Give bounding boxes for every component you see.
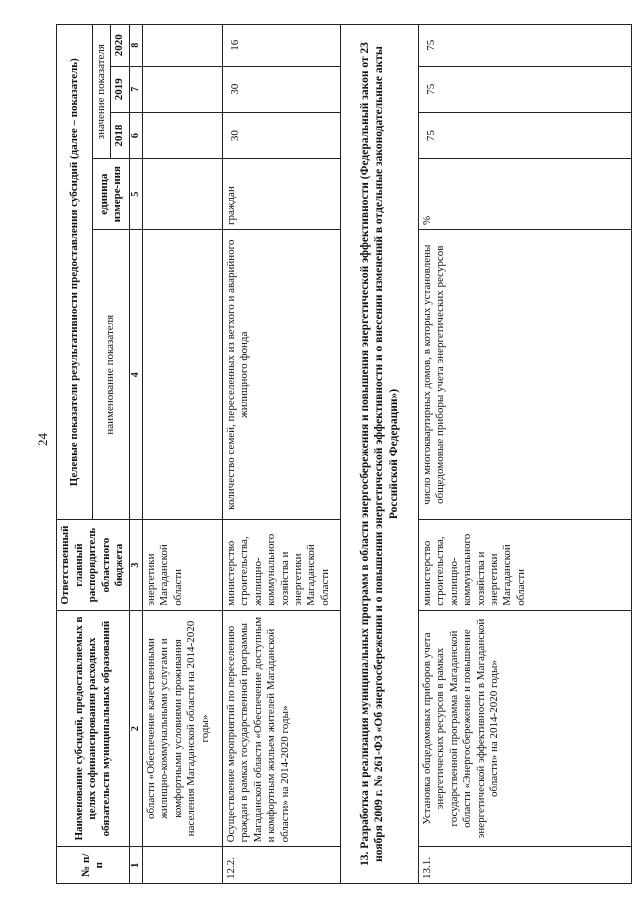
header-year-2019: 2019 (111, 66, 129, 112)
row-indicator: число многоквартирных домов, в которых установлены общедомовые приборы учета энергетических ресурсов (419, 230, 632, 520)
header-unit: единица измере-ния (93, 159, 130, 230)
header-name: Наименование субсидий, предоставляемых в целях софинансирования расходных обязательств муниципальных образований (57, 610, 130, 847)
row-value-2019: 75 (419, 66, 632, 112)
page-number: 24 (35, 433, 50, 446)
row-unit: % (419, 159, 632, 230)
row-name: области «Обеспечение качественными жилищно-коммунальными услугами и комфортными условиями проживания населения Магаданской области на 2014-2020 годы» (143, 610, 223, 847)
header-value: значение показателя (93, 25, 111, 159)
row-num: 13.1. (419, 847, 632, 884)
header-num: № п/п (57, 847, 130, 884)
section-13-row (341, 25, 419, 884)
row-value-2018 (143, 112, 223, 158)
table-row (143, 25, 223, 884)
row-value-2020: 75 (419, 25, 632, 67)
row-value-2019: 30 (223, 66, 341, 112)
col-number: 2 (129, 610, 142, 847)
table-row (419, 25, 632, 884)
column-numbers-row (129, 25, 142, 884)
col-number: 6 (129, 112, 142, 158)
col-number: 7 (129, 66, 142, 112)
row-num (143, 847, 223, 884)
header-targets: Целевые показатели результативности предоставления субсидий (далее – показатель) (57, 25, 93, 520)
row-value-2018: 30 (223, 112, 341, 158)
row-responsible: министерство строительства, жилищно-коммунального хозяйства и энергетики Магаданской области (223, 520, 341, 610)
row-name: Установка общедомовых приборов учета энергетических ресурсов в рамках государственной программа Магаданской области «Энергосбережение и повышение энергетической эффективности в Магаданской области» на 2014-2020 годы» (419, 610, 632, 847)
row-value-2018: 75 (419, 112, 632, 158)
row-value-2020: 16 (223, 25, 341, 67)
section-13-title: 13. Разработка и реализация муниципальных программ в области энергосбережения и повышения энергетической эффективности (Федеральный закон от 23 ноября 2009 г. № 261-ФЗ «Об энергосбережении и о повышении энергетической эффективности и о внесении изменений в отдельные законодательные акты Российской Федерации») (341, 25, 419, 884)
row-value-2019 (143, 66, 223, 112)
row-responsible: энергетики Магаданской области (143, 520, 223, 610)
col-number: 4 (129, 230, 142, 520)
col-number: 5 (129, 159, 142, 230)
row-indicator (143, 230, 223, 520)
row-name: Осуществление мероприятий по переселению граждан в рамках государственной программы Магаданской области «Обеспечение доступным и комфортным жильем жителей Магаданской области» на 2014-2020 годы» (223, 610, 341, 847)
header-year-2020: 2020 (111, 25, 129, 67)
document-table-rotated (56, 24, 632, 884)
row-unit (143, 159, 223, 230)
col-number: 3 (129, 520, 142, 610)
table-row (223, 25, 341, 884)
row-num: 12.2. (223, 847, 341, 884)
header-indicator-name: наименование показателя (93, 230, 130, 520)
col-number: 8 (129, 25, 142, 67)
row-value-2020 (143, 25, 223, 67)
header-responsible: Ответственный главный распорядитель областного бюджета (57, 520, 130, 610)
row-indicator: количество семей, переселенных из ветхого и аварийного жилищного фонда (223, 230, 341, 520)
col-number: 1 (129, 847, 142, 884)
row-unit: граждан (223, 159, 341, 230)
row-responsible: министерство строительства, жилищно-коммунального хозяйства и энергетики Магаданской области (419, 520, 632, 610)
subsidy-table (56, 24, 632, 884)
header-year-2018: 2018 (111, 112, 129, 158)
